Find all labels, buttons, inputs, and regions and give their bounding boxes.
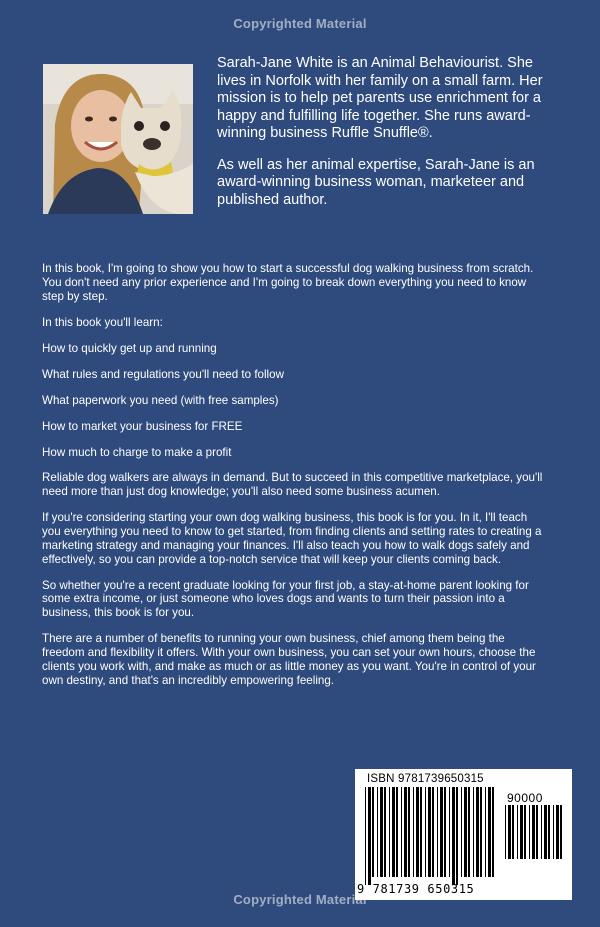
list-item: How to quickly get up and running xyxy=(42,341,217,355)
list-item: What paperwork you need (with free samples) xyxy=(42,393,279,407)
learn-list xyxy=(42,342,547,460)
list-item: What rules and regulations you'll need to follow xyxy=(42,367,284,381)
addon-barcode-bars xyxy=(505,805,563,867)
bio-paragraph: As well as her animal expertise, Sarah-Jane is an award-winning business woman, marketeer and published author. xyxy=(217,156,535,208)
list-item: How to market your business for FREE xyxy=(42,419,243,433)
list-item: How much to charge to make a profit xyxy=(42,445,232,459)
blurb-paragraph: So whether you're a recent graduate looking for your first job, a stay-at-home parent looking for some extra income, or just someone who loves dogs and wants to turn their passion into a business, this book is for you. xyxy=(42,578,529,620)
watermark-top: Copyrighted Material xyxy=(233,16,367,31)
blurb-intro: In this book, I'm going to show you how to start a successful dog walking business from scratch. You don't need any prior experience and I'm going to break down everything you need to know step by step. xyxy=(42,262,534,303)
price-code: 90000 xyxy=(507,791,543,805)
isbn-label: ISBN 9781739650315 xyxy=(367,773,484,785)
blurb-paragraph: There are a number of benefits to running your own business, chief among them being the freedom and flexibility it offers. With your own business, you can set your own hours, choose the clients you work with, and make as much or as little money as you want. You're in control of your own destiny, and that's an incredibly empowering feeling. xyxy=(42,632,536,687)
bio-paragraph: Sarah-Jane White is an Animal Behaviourist. She lives in Norfolk with her family on a small farm. Her mission is to help pet parents use enrichment for a happy and fulfilling life together. She runs award-winning business Ruffle Snuffle®. xyxy=(217,55,543,141)
learn-heading: In this book you'll learn: xyxy=(42,315,163,329)
book-blurb xyxy=(42,262,547,700)
author-photo xyxy=(43,64,193,214)
blurb-paragraph: If you're considering starting your own dog walking business, this book is for you. In it, I'll teach you everything you need to know to get started, from finding clients and setting rates to creating a marketing strategy and managing your finances. I'll also teach you how to walk dogs safely and effectively, so you can provide a top-notch service that will keep your clients coming back. xyxy=(42,511,542,566)
watermark-bottom: Copyrighted Material xyxy=(233,892,367,907)
author-bio xyxy=(217,55,547,223)
barcode-digits: 9 781739 650315 xyxy=(357,882,475,896)
blurb-paragraph: Reliable dog walkers are always in demand. But to succeed in this competitive marketplace, you'll need more than just dog knowledge; you'll also need some business acumen. xyxy=(42,471,543,499)
isbn-barcode xyxy=(355,769,572,900)
barcode-bars xyxy=(365,787,497,885)
